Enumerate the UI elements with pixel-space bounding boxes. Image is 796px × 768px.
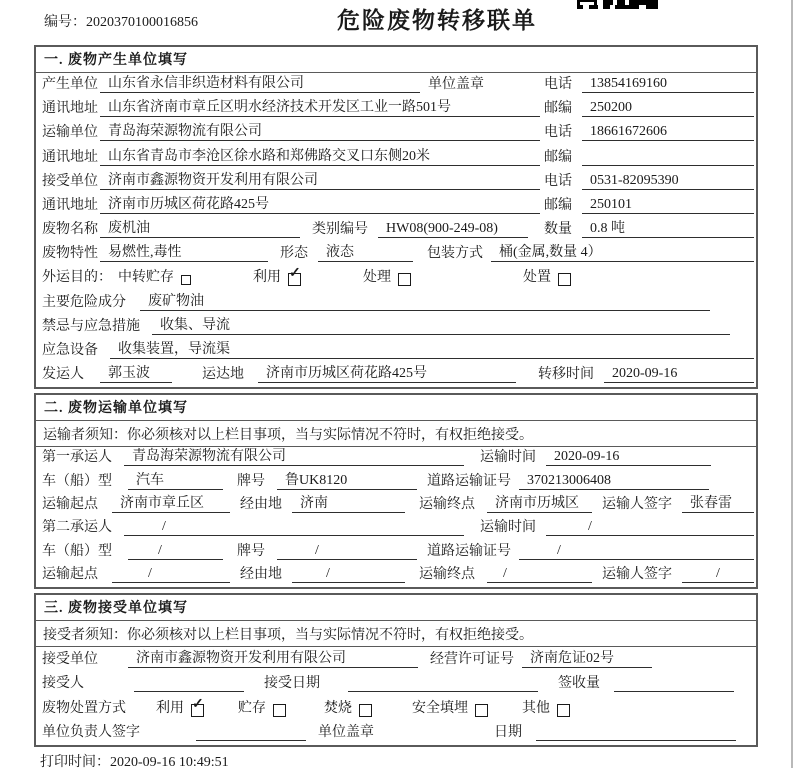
dispatcher-value: 郭玉波 [100, 365, 172, 383]
carrier-2-via-value: / [292, 565, 405, 583]
qr-code-cutoff-icon [577, 0, 658, 10]
field-label: 产生单位 [42, 77, 98, 93]
row-waste-name [36, 218, 756, 242]
disposal-option-other [522, 700, 570, 717]
responsible-signature-value [196, 724, 306, 741]
field-label: 废物名称 [42, 222, 98, 238]
purpose-option-treat [363, 269, 411, 286]
transporter-phone-value: 18661672606 [582, 123, 754, 141]
field-label: 车（船）型 [42, 473, 112, 489]
print-time [40, 751, 229, 768]
carrier-1-time-value: 2020-09-16 [546, 448, 711, 466]
transfer-time-value: 2020-09-16 [604, 365, 754, 383]
carrier-2-endpoint-value: / [487, 565, 592, 583]
row-producer-address [36, 97, 756, 121]
row-carrier-1 [36, 447, 756, 470]
license-value: 济南危证02号 [522, 650, 652, 668]
row-disposal-method [36, 696, 756, 721]
disposal-option-utilize [156, 696, 204, 717]
checkbox-icon [181, 275, 191, 285]
transporter-notice: 运输者须知：你必须核对以上栏目事项，当与实际情况不符时，有权拒绝接受。 [36, 421, 756, 447]
form-state-label: 形态 [280, 246, 308, 262]
carrier-1-via-value: 济南 [292, 495, 405, 513]
carrier-2-time-value: / [546, 518, 754, 536]
producer-zip-value: 250200 [582, 99, 754, 117]
plate-label: 牌号 [237, 543, 265, 559]
seal-label: 单位盖章 [428, 77, 484, 93]
packing-label: 包装方式 [427, 246, 483, 262]
row-carrier-2-vehicle [36, 540, 756, 563]
section-receiver [34, 593, 758, 747]
field-label: 运输单位 [42, 125, 98, 141]
row-dispatch [36, 363, 756, 387]
transporter-address-value: 山东省青岛市李沧区徐水路和郑佛路交叉口东侧20米 [100, 148, 540, 166]
phone-label: 电话 [544, 77, 572, 93]
signed-quantity-value [614, 675, 734, 692]
field-label: 第二承运人 [42, 520, 112, 536]
option-label: 处置 [523, 270, 551, 286]
form-title: 危险废物转移联单 [337, 8, 537, 33]
receiver-zip-value: 250101 [582, 196, 754, 214]
row-waste-traits [36, 242, 756, 266]
row-carrier-2-route [36, 564, 756, 587]
section-3-title: 三. 废物接受单位填写 [36, 595, 756, 621]
carrier-2-permit-value: / [519, 542, 754, 560]
field-label: 接受单位 [42, 173, 98, 189]
transfer-time-label: 转移时间 [538, 367, 594, 383]
purpose-option-utilize [253, 266, 301, 286]
zip-label: 邮编 [544, 197, 572, 213]
zip-label: 邮编 [544, 149, 572, 165]
carrier-2-signature-value: / [682, 565, 754, 583]
carrier-sign-label: 运输人签字 [602, 496, 672, 512]
category-value: HW08(900-249-08) [378, 220, 528, 238]
packing-value: 桶(金属,数量 4） [491, 244, 754, 262]
row-receiver-address [36, 194, 756, 218]
page-right-edge [791, 0, 793, 768]
option-label: 中转贮存 [118, 270, 174, 286]
field-label: 单位负责人签字 [42, 725, 140, 740]
option-label: 利用 [156, 700, 184, 716]
option-label: 贮存 [238, 700, 266, 716]
quantity-value: 0.8 吨 [582, 220, 754, 238]
category-label: 类别编号 [312, 222, 368, 238]
form-state-value: 液态 [318, 244, 413, 262]
checkbox-checked-icon: ✓ [288, 273, 301, 286]
field-label: 车（船）型 [42, 543, 112, 559]
field-label: 应急设备 [42, 342, 98, 358]
purpose-option-transfer [118, 269, 191, 286]
field-label: 通讯地址 [42, 101, 98, 117]
carrier-1-permit-value: 370213006408 [519, 472, 709, 490]
field-label: 运输起点 [42, 566, 98, 582]
date-label: 日期 [494, 725, 522, 740]
receiver-phone-value: 0531-82095390 [582, 172, 754, 190]
purpose-option-dispose [523, 269, 571, 286]
carrier-1-signature-value: 张春雷 [682, 495, 754, 513]
checkbox-icon [359, 704, 372, 717]
row-hazard-component [36, 290, 756, 314]
endpoint-label: 运输终点 [419, 496, 475, 512]
section-1-title: 一. 废物产生单位填写 [36, 47, 756, 73]
disposal-option-store [238, 700, 286, 717]
carrier-2-origin-value: / [112, 565, 230, 583]
checkbox-icon [558, 273, 571, 286]
print-time-value: 2020-09-16 10:49:51 [110, 755, 229, 768]
field-label: 接受单位 [42, 651, 98, 667]
unit-seal-label: 单位盖章 [318, 725, 374, 740]
option-label: 处理 [363, 270, 391, 286]
field-label: 通讯地址 [42, 197, 98, 213]
receiving-person-value [134, 675, 244, 692]
waste-name-value: 废机油 [100, 220, 300, 238]
field-label: 通讯地址 [42, 149, 98, 165]
option-label: 利用 [253, 270, 281, 286]
plate-label: 牌号 [237, 473, 265, 489]
carrier-sign-label: 运输人签字 [602, 566, 672, 582]
carrier-2-name-value: / [124, 518, 464, 536]
row-taboo-measures [36, 315, 756, 339]
sign-date-value [536, 724, 736, 741]
emergency-equipment-value: 收集装置，导流渠 [110, 341, 754, 359]
producer-name-value: 山东省永信非织造材料有限公司 [100, 75, 420, 93]
license-label: 经营许可证号 [430, 651, 514, 667]
row-transporter [36, 121, 756, 145]
road-permit-label: 道路运输证号 [427, 543, 511, 559]
serial-value: 2020370100016856 [86, 15, 198, 30]
row-receiver [36, 170, 756, 194]
endpoint-label: 运输终点 [419, 566, 475, 582]
via-label: 经由地 [240, 566, 282, 582]
carrier-1-name-value: 青岛海荣源物流有限公司 [124, 448, 464, 466]
checkbox-icon [398, 273, 411, 286]
section-transporter [34, 393, 758, 589]
receiver-name-value: 济南市鑫源物资开发利用有限公司 [100, 172, 540, 190]
field-label: 第一承运人 [42, 450, 112, 466]
option-label: 其他 [522, 700, 550, 716]
checkbox-icon [273, 704, 286, 717]
checkbox-icon [557, 704, 570, 717]
via-label: 经由地 [240, 496, 282, 512]
disposal-option-incinerate [324, 700, 372, 717]
row-producer [36, 73, 756, 97]
receiver-address-value: 济南市历城区荷花路425号 [100, 196, 540, 214]
row-receiving-person [36, 672, 756, 697]
carrier-2-vehicle-type-value: / [128, 542, 223, 560]
field-label: 废物特性 [42, 246, 98, 262]
hazard-component-value: 废矿物油 [140, 293, 710, 311]
option-label: 安全填埋 [412, 700, 468, 716]
serial-label: 编号： [44, 15, 86, 30]
destination-label: 运达地 [202, 367, 244, 383]
destination-value: 济南市历城区荷花路425号 [258, 365, 516, 383]
field-label: 主要危险成分 [42, 294, 126, 310]
taboo-measures-value: 收集、导流 [152, 317, 730, 335]
traits-value: 易燃性,毒性 [100, 244, 268, 262]
section-2-title: 二. 废物运输单位填写 [36, 395, 756, 421]
row-carrier-1-route [36, 494, 756, 517]
disposal-option-landfill [412, 700, 488, 717]
producer-address-value: 山东省济南市章丘区明水经济技术开发区工业一路501号 [100, 99, 540, 117]
field-label: 发运人 [42, 367, 84, 383]
quantity-label: 数量 [544, 222, 572, 238]
row-emergency-equipment [36, 339, 756, 363]
transporter-name-value: 青岛海荣源物流有限公司 [100, 123, 540, 141]
print-time-label: 打印时间： [40, 755, 110, 768]
row-purpose [36, 266, 756, 290]
transport-time-label: 运输时间 [480, 450, 536, 466]
receive-date-label: 接受日期 [264, 676, 320, 691]
section-producer [34, 45, 758, 389]
purpose-label: 外运目的： [42, 270, 112, 286]
row-carrier-2 [36, 517, 756, 540]
carrier-1-endpoint-value: 济南市历城区 [487, 495, 592, 513]
row-responsible-signature [36, 721, 756, 746]
row-transporter-address [36, 145, 756, 169]
option-label: 焚烧 [324, 700, 352, 716]
signed-quantity-label: 签收量 [558, 676, 600, 691]
producer-phone-value: 13854169160 [582, 75, 754, 93]
field-label: 运输起点 [42, 496, 98, 512]
serial-number [44, 11, 198, 31]
row-receiving-unit [36, 647, 756, 672]
field-label: 接受人 [42, 676, 84, 691]
checkbox-icon [475, 704, 488, 717]
phone-label: 电话 [544, 173, 572, 189]
carrier-1-vehicle-type-value: 汽车 [128, 472, 223, 490]
receiving-unit-value: 济南市鑫源物资开发利用有限公司 [128, 650, 418, 668]
field-label: 禁忌与应急措施 [42, 318, 140, 334]
carrier-1-origin-value: 济南市章丘区 [112, 495, 230, 513]
carrier-2-plate-value: / [277, 542, 417, 560]
carrier-1-plate-value: 鲁UK8120 [277, 472, 417, 490]
row-carrier-1-vehicle [36, 470, 756, 493]
transport-time-label: 运输时间 [480, 520, 536, 536]
road-permit-label: 道路运输证号 [427, 473, 511, 489]
receive-date-value [348, 675, 538, 692]
receiver-notice: 接受者须知：你必须核对以上栏目事项，当与实际情况不符时，有权拒绝接受。 [36, 621, 756, 647]
phone-label: 电话 [544, 125, 572, 141]
disposal-label: 废物处置方式 [42, 700, 126, 716]
zip-label: 邮编 [544, 101, 572, 117]
transporter-zip-value [582, 149, 754, 166]
checkbox-checked-icon: ✓ [191, 704, 204, 717]
